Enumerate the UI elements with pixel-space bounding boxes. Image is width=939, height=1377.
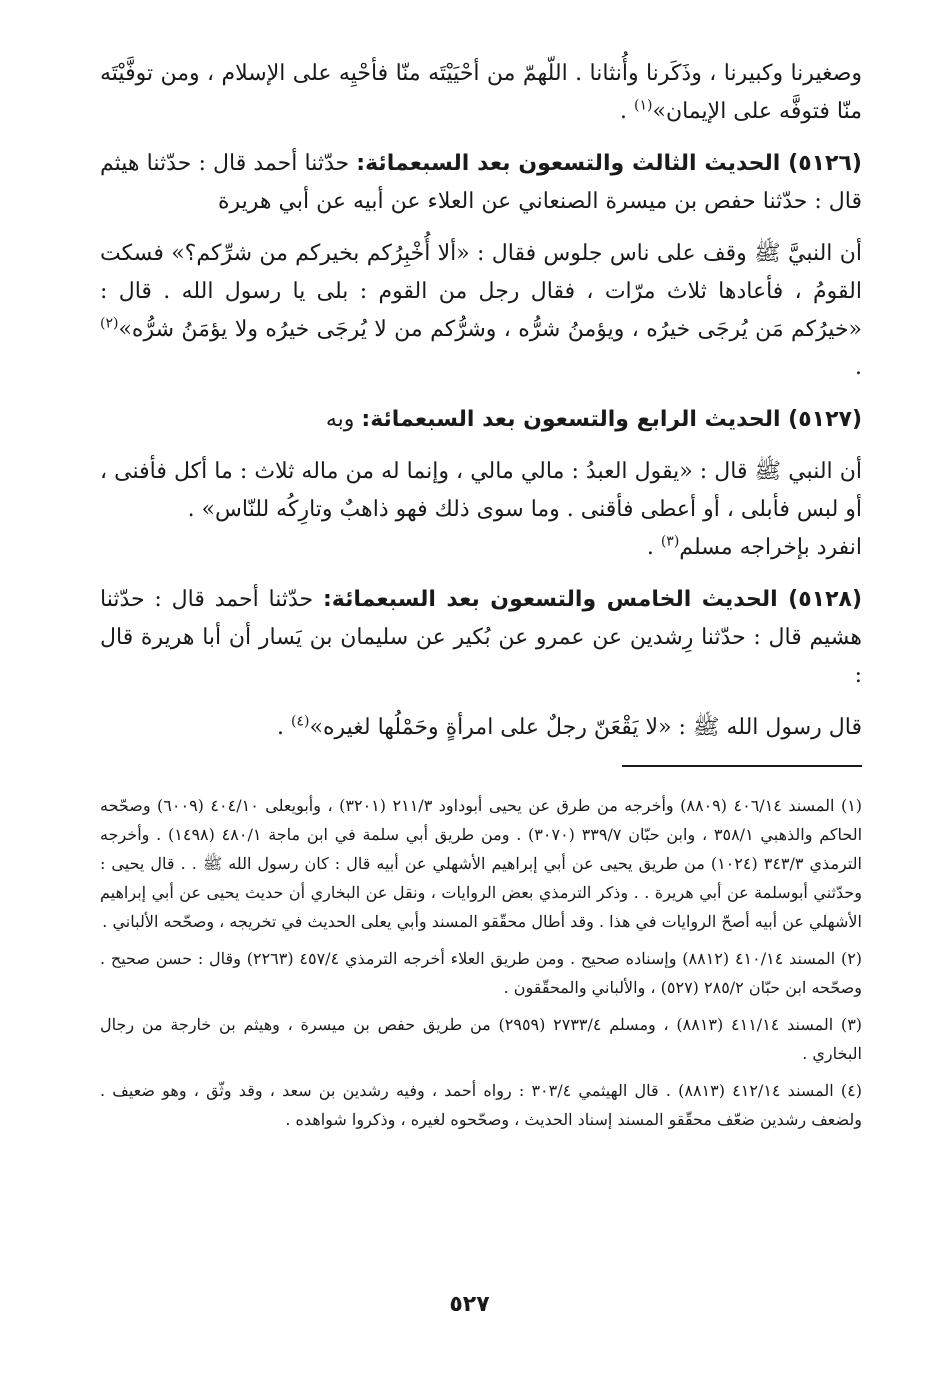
hadith-matn-5128 xyxy=(100,709,862,747)
hadith-5126 xyxy=(100,145,862,221)
paragraph-end: . xyxy=(277,715,292,740)
page-number: ٥٢٧ xyxy=(449,1292,490,1317)
hadith-heading-5128: (٥١٢٨) الحديث الخامس والتسعون بعد السبعمائة: xyxy=(322,587,862,612)
hadith-isnad-5128: حدّثنا أحمد قال : حدّثنا هشيم قال : حدّثنا رِشدين عن عمرو عن بُكير عن سليمان بن يَسار أن أبا هريرة قال : xyxy=(100,587,862,688)
book-page xyxy=(100,55,862,1142)
footnote-divider xyxy=(622,765,862,767)
paragraph-text: أن النبيَّ ﷺ وقف على ناس جلوس فقال : «ألا أُخْبِرُكم بخيركم من شرِّكم؟» فسكت القومُ ، فأعادها ثلاث مرّات ، فقال رجل من القوم : بلى يا رسول الله . قال : «خيرُكم مَن يُرجَى خيرُه ، ويؤمنُ شرُّه ، وشرُّكم من لا يُرجَى خيرُه ولا يؤمَنُ شرُّه» xyxy=(100,241,862,342)
footnotes xyxy=(100,791,862,1134)
footnote-4: (٤) المسند ٤١٢/١٤ (٨٨١٣) . قال الهيثمي ٣٠٣/٤ : رواه أحمد ، وفيه رشدين بن سعد ، وقد وثّق ، وهو ضعيف . ولضعف رشدين ضعّف محقّقو المسند إسناد الحديث ، وصحّحوه لغيره ، وذكروا شواهده . xyxy=(100,1081,863,1129)
hadith-isnad-5127: وبه xyxy=(325,407,362,432)
footnote-1: (١) المسند ٤٠٦/١٤ (٨٨٠٩) وأخرجه من طرق عن يحيى أبوداود ٢١١/٣ (٣٢٠١) ، وأبويعلى ٤٠٤/١٠ (٦٠٠٩) وصحّحه الحاكم والذهبي ٣٥٨/١ ، وابن حبّان ٣٣٩/٧ (٣٠٧٠) . ومن طريق أبي سلمة في ابن ماجة ٤٨٠/١ (١٤٩٨) . وأخرجه الترمذي ٣٤٣/٣ (١٠٢٤) من طريق يحيى عن أبي إبراهيم الأشهلي عن أبيه قال : كان رسول الله ﷺ . . قال يحيى : وحدّثني أبوسلمة عن أبي هريرة . . وذكر الترمذي بعض الروايات ، ونقل عن البخاري أن حديث يحيى عن أبي إبراهيم الأشهلي عن أبيه أصحّ الروايات في هذا . وقد أطال محقّقو المسند وأبي يعلى الحديث في تخريجه ، وصحّحه الألباني . xyxy=(100,796,863,931)
paragraph-text: قال رسول الله ﷺ : «لا يَقْعَنّ رجلٌ على امرأةٍ وحَمْلُها لغيره» xyxy=(309,715,862,740)
footnote-ref-2[interactable]: (٢) xyxy=(100,315,119,332)
footnote-2: (٢) المسند ٤١٠/١٤ (٨٨١٢) وإسناده صحيح . ومن طريق العلاء أخرجه الترمذي ٤٥٧/٤ (٢٢٦٣) وقال : حسن صحيح . وصحّحه ابن حبّان ٢٨٥/٢ (٥٢٧) ، والألباني والمحقّقون . xyxy=(100,949,863,997)
hadith-matn-5126 xyxy=(100,235,862,387)
footnote-ref-4[interactable]: (٤) xyxy=(291,713,310,730)
paragraph-end: . xyxy=(620,99,635,124)
hadith-5127 xyxy=(100,401,862,439)
hadith-5128 xyxy=(100,581,862,695)
takhrij-note xyxy=(100,529,862,567)
paragraph-end: . xyxy=(855,355,862,380)
main-text xyxy=(100,55,862,747)
footnote-ref-1[interactable]: (١) xyxy=(634,97,653,114)
hadith-heading-5127: (٥١٢٧) الحديث الرابع والتسعون بعد السبعمائة: xyxy=(361,407,862,432)
hadith-isnad-5126: حدّثنا أحمد قال : حدّثنا هيثم قال : حدّثنا حفص بن ميسرة الصنعاني عن العلاء عن أبيه عن أبي هريرة xyxy=(100,151,862,214)
paragraph-end: . xyxy=(646,535,661,560)
paragraph-text: وصغيرنا وكبيرنا ، وذَكَرنا وأُنثانا . اللّهمّ من أحْيَيْتَه منّا فأحْيِه على الإسلام ، ومن توفَّيْتَه منّا فتوفَّه على الإيمان» xyxy=(100,61,862,124)
hadith-matn-5127: أن النبي ﷺ قال : «يقول العبدُ : مالي مالي ، وإنما له من ماله ثلاث : ما أكل فأفنى ، أو لبس فأبلى ، أو أعطى فأقنى . وما سوى ذلك فهو ذاهبٌ وتارِكُه للنّاس» . xyxy=(100,459,862,522)
paragraph-text: انفرد بإخراجه مسلم xyxy=(679,535,862,560)
hadith-heading-5126: (٥١٢٦) الحديث الثالث والتسعون بعد السبعمائة: xyxy=(356,151,862,176)
paragraph-continuation xyxy=(100,55,862,131)
footnote-ref-3[interactable]: (٣) xyxy=(660,533,680,550)
footnote-3: (٣) المسند ٤١١/١٤ (٨٨١٣) ، ومسلم ٢٧٣٣/٤ (٢٩٥٩) من طريق حفص بن ميسرة ، وهيثم بن خارجة من رجال البخاري . xyxy=(100,1015,863,1063)
